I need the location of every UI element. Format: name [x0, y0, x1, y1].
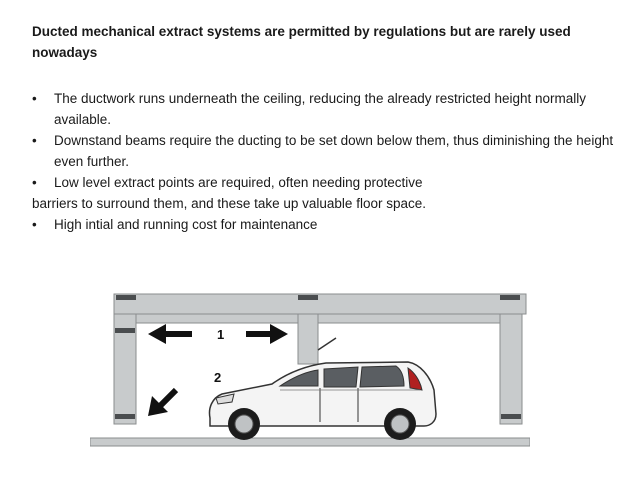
car-park-extract-diagram: [90, 290, 530, 455]
bullet-item: [32, 130, 622, 172]
bullet-text: The ductwork runs underneath the ceiling, reducing the already restricted height normally available.: [54, 91, 587, 127]
ceiling-dark-band-mid: [298, 295, 318, 300]
bullet-text: High intial and running cost for maintenance: [54, 217, 318, 232]
left-arrow-icon: [148, 324, 192, 344]
column-mid: [298, 314, 318, 364]
label-2: 2: [214, 370, 222, 385]
ceiling-slab: [114, 294, 526, 314]
column-left-band-low: [115, 414, 135, 419]
car-illustration: [210, 338, 437, 440]
bullet-dot: •: [32, 217, 37, 232]
bullet-item: [32, 214, 622, 235]
bullet-list: [32, 88, 622, 235]
column-right-band: [501, 414, 521, 419]
slide-heading: Ducted mechanical extract systems are permitted by regulations but are rarely used nowadays: [32, 24, 571, 60]
ceiling-dark-band-right: [500, 295, 520, 300]
bullet-dot: •: [32, 91, 37, 106]
continuation-line: [32, 193, 622, 214]
downstand-beam-left: [136, 314, 298, 323]
ceiling-dark-band-left: [116, 295, 136, 300]
bullet-text: Low level extract points are required, often needing protective: [54, 175, 423, 190]
bullet-item: [32, 88, 622, 130]
column-right: [500, 314, 522, 424]
column-left-band: [115, 328, 135, 333]
bullet-text: Downstand beams require the ducting to be set down below them, thus diminishing the height even further.: [54, 133, 614, 169]
floor-slab: [90, 438, 530, 446]
continuation-text: barriers to surround them, and these take up valuable floor space.: [32, 196, 426, 211]
bullet-dot: •: [32, 175, 37, 190]
right-arrow-icon: [246, 324, 288, 344]
downstand-beam-right: [318, 314, 500, 323]
bullet-dot: •: [32, 133, 37, 148]
bullet-item: [32, 172, 622, 193]
label-1: 1: [217, 327, 225, 342]
diagonal-arrow-icon: [148, 390, 176, 416]
